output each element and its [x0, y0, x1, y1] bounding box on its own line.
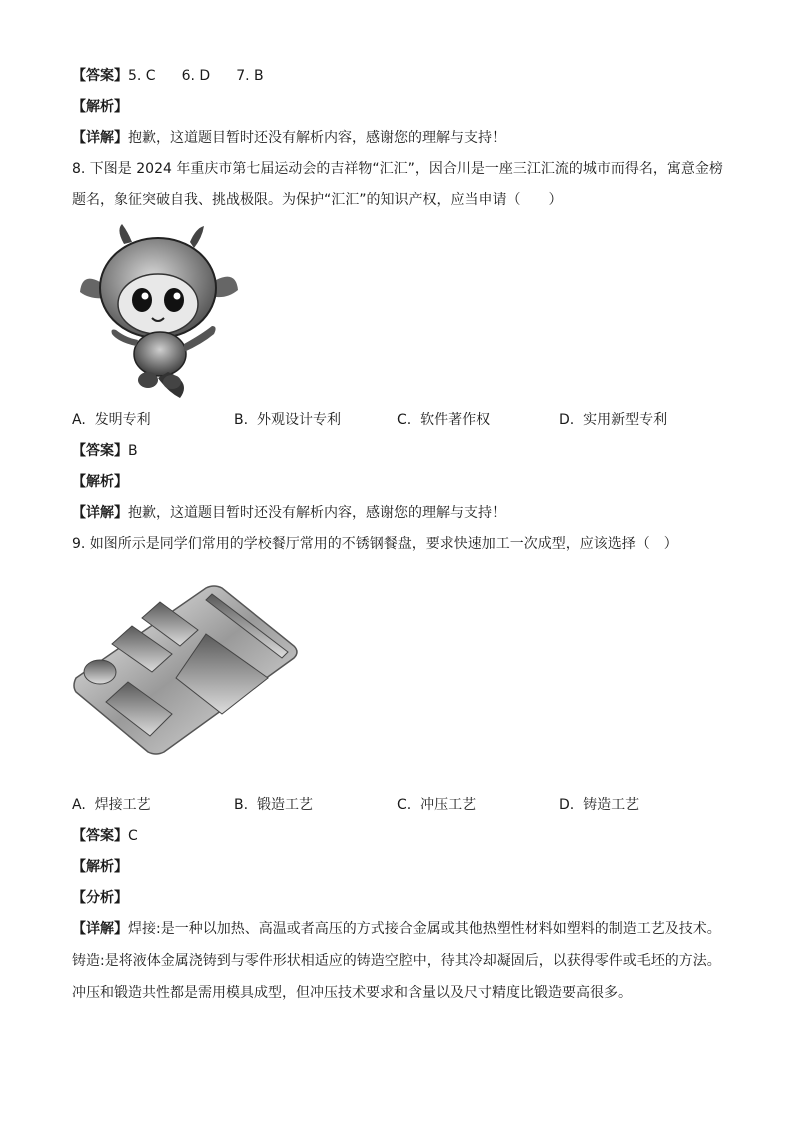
analysis-tag: 【解析】 — [72, 99, 128, 115]
q8-option-d — [559, 410, 667, 430]
q8-answer: B — [128, 443, 138, 459]
option-key: C. — [397, 797, 412, 813]
steel-tray-icon — [72, 582, 300, 758]
option-text: 焊接工艺 — [94, 797, 151, 813]
answer-6: 6. D — [181, 68, 211, 84]
q9-detail-line2: 铸造:是将液体金属浇铸到与零件形状相适应的铸造空腔中，待其冷却凝固后，以获得零件或毛坯的方法。 — [72, 953, 721, 969]
detail-text: 抱歉，这道题目暂时还没有解析内容，感谢您的理解与支持！ — [128, 130, 506, 146]
detail-tag: 【详解】 — [72, 130, 128, 146]
detail-text: 焊接:是一种以加热、高温或者高压的方式接合金属或其他热塑性材料如塑料的制造工艺及技术。 — [128, 921, 721, 937]
option-text: 铸造工艺 — [583, 797, 640, 813]
q9-detail-line1 — [72, 919, 721, 939]
q8-stem-line2: 题名，象征突破自我、挑战极限。为保护“汇汇”的知识产权，应当申请（ ） — [72, 192, 563, 208]
q9-fenxi-tag: 【分析】 — [72, 890, 128, 906]
q8-option-c — [397, 410, 490, 430]
q9-analysis-tag: 【解析】 — [72, 859, 128, 875]
q8-stem-line1: 8. 下图是 2024 年重庆市第七届运动会的吉祥物“汇汇”，因合川是一座三江汇流的城市而得名，寓意金榜 — [72, 161, 723, 177]
option-key: A. — [72, 412, 86, 428]
q9-stem: 9. 如图所示是同学们常用的学校餐厅常用的不锈钢餐盘，要求快速加工一次成型，应该选择（ ） — [72, 536, 678, 552]
answer-7: 7. B — [236, 68, 264, 84]
option-text: 锻造工艺 — [256, 797, 313, 813]
option-text: 冲压工艺 — [420, 797, 477, 813]
q9-answer: C — [128, 828, 138, 844]
option-key: C. — [397, 412, 412, 428]
answer-tag: 【答案】 — [72, 443, 128, 459]
answer-line-5-7 — [72, 66, 264, 86]
detail-tag: 【详解】 — [72, 505, 128, 521]
option-key: B. — [234, 797, 249, 813]
answer-tag: 【答案】 — [72, 68, 128, 84]
dragon-mascot-icon — [72, 222, 242, 402]
option-text: 外观设计专利 — [256, 412, 341, 428]
option-key: D. — [559, 412, 575, 428]
q8-option-b — [234, 410, 341, 430]
detail-text: 抱歉，这道题目暂时还没有解析内容，感谢您的理解与支持！ — [128, 505, 506, 521]
steel-tray-image — [72, 582, 300, 758]
q8-answer-line — [72, 441, 138, 461]
answer-5: 5. C — [128, 68, 156, 84]
option-text: 发明专利 — [94, 412, 151, 428]
option-key: D. — [559, 797, 575, 813]
detail-tag: 【详解】 — [72, 921, 128, 937]
detail-line — [72, 128, 506, 148]
q8-analysis-tag: 【解析】 — [72, 474, 128, 490]
q8-detail-line — [72, 503, 506, 523]
option-key: B. — [234, 412, 249, 428]
option-text: 实用新型专利 — [583, 412, 668, 428]
q9-answer-line — [72, 826, 138, 846]
answer-tag: 【答案】 — [72, 828, 128, 844]
dragon-mascot-image — [72, 222, 242, 402]
q9-detail-line3: 冲压和锻造共性都是需用模具成型，但冲压技术要求和含量以及尺寸精度比锻造要高很多。 — [72, 985, 632, 1001]
option-text: 软件著作权 — [420, 412, 491, 428]
q9-option-a — [72, 795, 151, 815]
q9-option-c — [397, 795, 476, 815]
option-key: A. — [72, 797, 86, 813]
q8-option-a — [72, 410, 151, 430]
q9-option-d — [559, 795, 639, 815]
q9-option-b — [234, 795, 313, 815]
